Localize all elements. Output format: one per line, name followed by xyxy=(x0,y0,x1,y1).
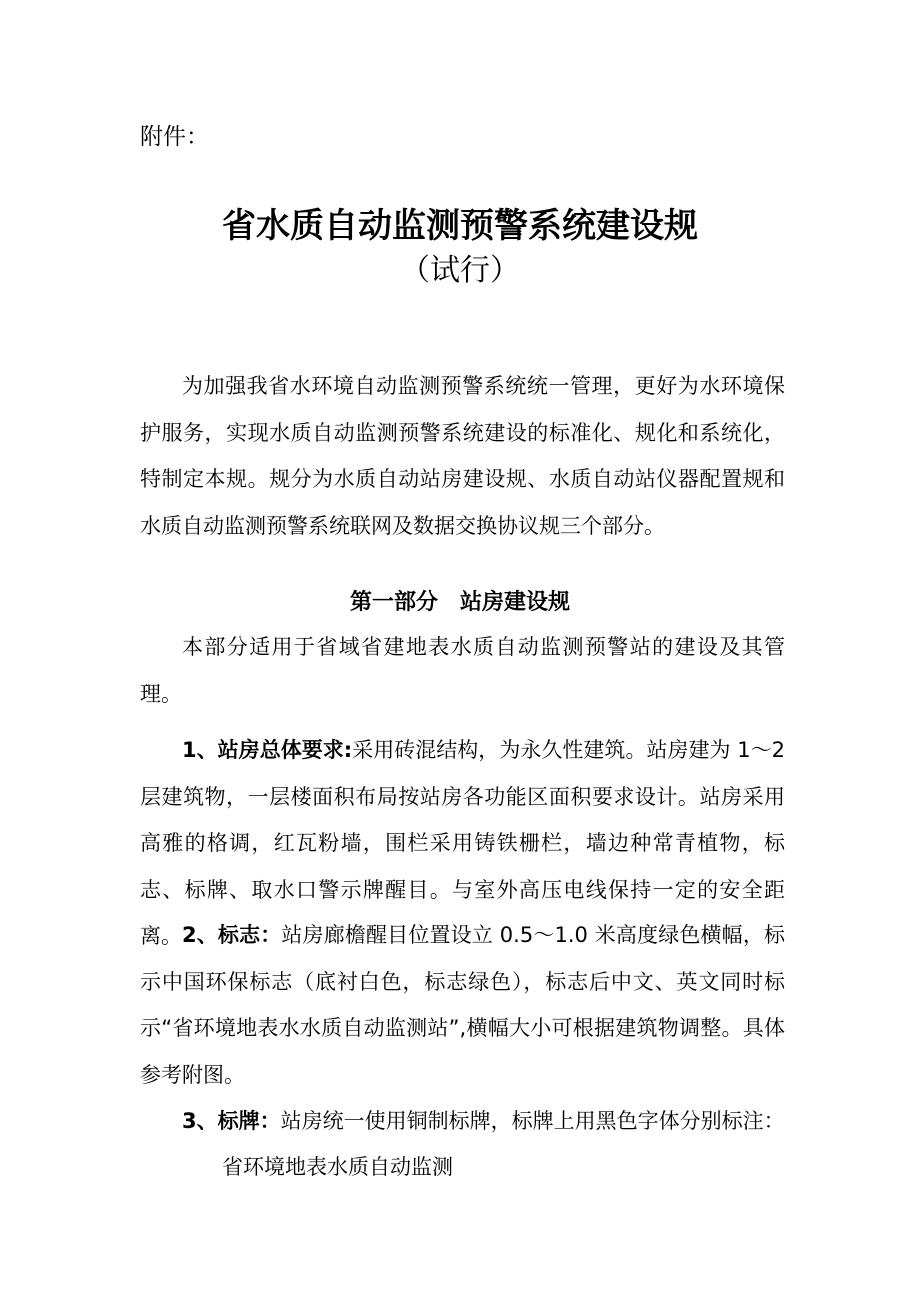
item-2-label: 2、标志： xyxy=(182,923,282,947)
attachment-label: 附件： xyxy=(140,124,209,150)
item-2-text: 站房廊檐醒目位置设立 0.5～1.0 米高度绿色横幅，标示中国环保标志（底衬白色，标志绿色），标志后中文、英文同时标示“省环境地表水水质自动监测站”,横幅大小可根据建筑物调整。具体参考附图。 xyxy=(140,923,785,1087)
section-heading-part1: 第一部分 站房建设规 xyxy=(349,590,570,615)
item-3-text: 站房统一使用铜制标牌，标牌上用黑色字体分别标注： xyxy=(280,1109,785,1133)
plaque-text-line: 省环境地表水质自动监测 xyxy=(222,1155,453,1179)
item-1-text: 采用砖混结构，为永久性建筑。站房建为 1～2 层建筑物，一层楼面积布局按站房各功能区面积要求设计。站房采用高雅的格调，红瓦粉墙，围栏采用铸铁栅栏，墙边种常青植物，标志、标牌、取水口警示牌醒目。与室外高压电线保持一定的安全距离。 xyxy=(140,738,785,948)
item-2-paragraph xyxy=(140,912,785,1098)
scope-paragraph: 本部分适用于省域省建地表水质自动监测预警站的建设及其管理。 xyxy=(140,635,785,706)
document-title: 省水质自动监测预警系统建设规 xyxy=(222,206,698,246)
item-3-paragraph xyxy=(140,1098,785,1145)
intro-paragraph: 为加强我省水环境自动监测预警系统统一管理，更好为水环境保护服务，实现水质自动监测预警系统建设的标准化、规化和系统化，特制定本规。规分为水质自动站房建设规、水质自动站仪器配置规和水质自动监测预警系统联网及数据交换协议规三个部分。 xyxy=(140,374,785,538)
document-subtitle: （试行） xyxy=(400,253,520,288)
item-3-label: 3、标牌： xyxy=(182,1109,281,1133)
item-1-label: 1、站房总体要求: xyxy=(182,738,353,762)
